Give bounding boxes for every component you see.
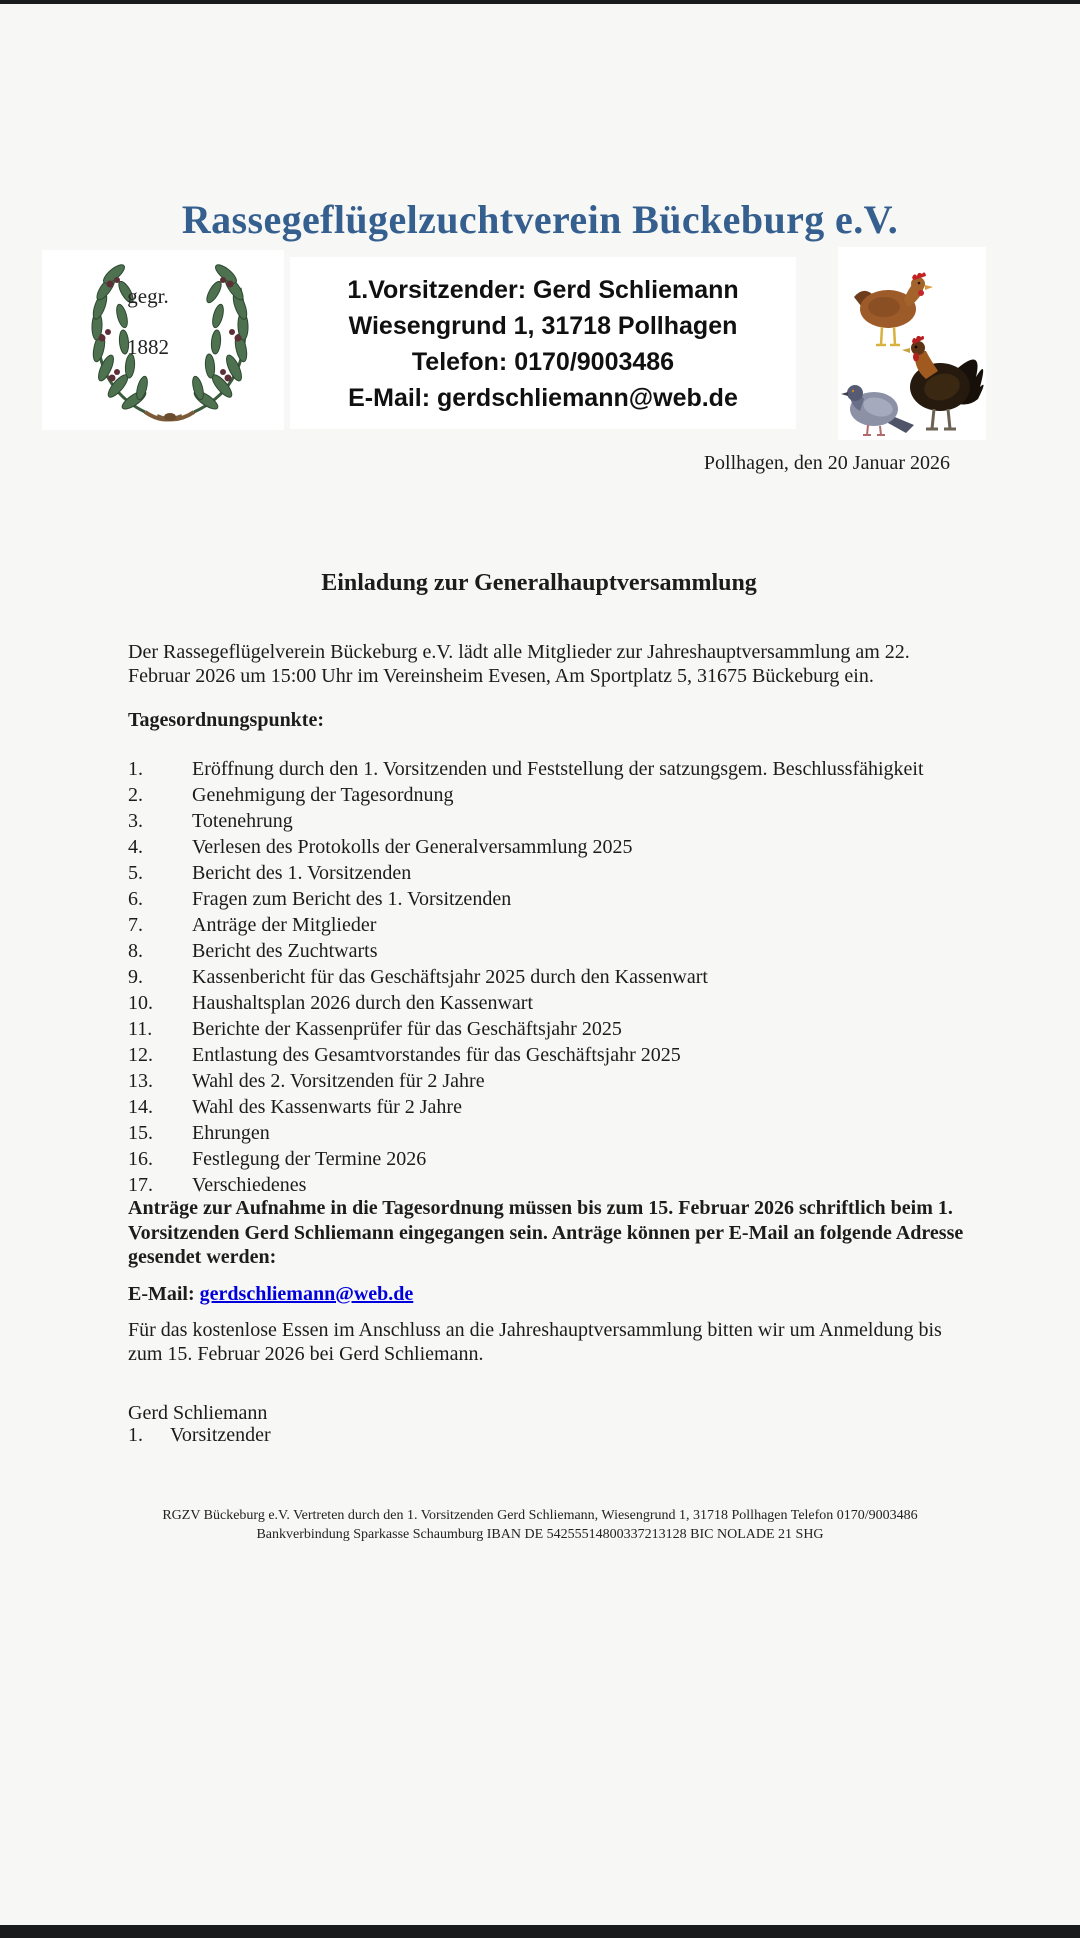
contact-phone: Telefon: 0170/9003486 [411,348,675,376]
agenda-item-text: Anträge der Mitglieder [192,914,377,936]
agenda-item-text: Entlastung des Gesamtvorstandes für das Geschäftsjahr 2025 [192,1044,681,1066]
agenda-item-text: Bericht des Zuchtwarts [192,940,378,962]
agenda-item [128,912,1048,938]
agenda-item-number: 5. [128,862,143,884]
agenda-item-text: Wahl des Kassenwarts für 2 Jahre [192,1096,462,1118]
club-title: Rassegeflügelzuchtverein Bückeburg e.V. [181,197,899,242]
signature-role-title: Vorsitzender [170,1424,271,1446]
agenda-item-number: 12. [128,1044,153,1066]
agenda-item-number: 4. [128,836,143,858]
email-label: E-Mail: [128,1283,200,1305]
agenda-item [128,860,1048,886]
agenda-item-number: 3. [128,810,143,832]
agenda-item [128,1094,1048,1120]
agenda-item-text: Fragen zum Bericht des 1. Vorsitzenden [192,888,512,910]
agenda-item-number: 1. [128,758,143,780]
agenda-item-number: 9. [128,966,143,988]
poultry-photo [838,247,986,440]
agenda-item [128,1068,1048,1094]
contact-block [290,257,796,429]
agenda-item [128,834,1048,860]
contact-email: E-Mail: gerdschliemann@web.de [348,384,738,412]
agenda-item-text: Haushaltsplan 2026 durch den Kassenwart [192,992,534,1014]
agenda-item-number: 10. [128,992,153,1014]
agenda-item [128,1172,1048,1198]
founding-logo-box [42,250,284,430]
agenda-item [128,782,1048,808]
agenda-list [128,756,1048,1198]
agenda-item-number: 16. [128,1148,153,1170]
dateline: Pollhagen, den 20 Januar 2026 [703,452,950,474]
signature-name: Gerd Schliemann [128,1402,268,1424]
founding-text [42,284,254,360]
motions-note: Anträge zur Aufnahme in die Tagesordnung müssen bis zum 15. Februar 2026 schriftlich beim 1. Vorsitzenden Gerd Schliemann eingegangen sein. Anträge können per E-Mail an folgende Adresse gesendet werden: [128,1197,964,1268]
agenda-item [128,808,1048,834]
agenda-item-text: Totenehrung [192,810,293,832]
bottom-edge-bar [0,1925,1080,1938]
agenda-item-text: Genehmigung der Tagesordnung [192,784,454,806]
agenda-item [128,964,1048,990]
agenda-item-number: 6. [128,888,143,910]
agenda-item-text: Ehrungen [192,1122,270,1144]
agenda-item-number: 14. [128,1096,153,1118]
top-edge-bar [0,0,1080,4]
email-link[interactable]: gerdschliemann@web.de [199,1283,414,1305]
agenda-item-number: 17. [128,1174,153,1196]
agenda-title: Tagesordnungspunkte: [128,709,325,731]
email-line [128,1283,413,1306]
footer-line-1: RGZV Bückeburg e.V. Vertreten durch den 1. Vorsitzenden Gerd Schliemann, Wiesengrund 1, 31718 Pollhagen Telefon 0170/9003486 [162,1508,918,1523]
agenda-item-number: 2. [128,784,143,806]
signature-role [128,1424,271,1447]
letter-heading: Einladung zur Generalhauptversammlung [321,570,757,596]
agenda-item-text: Verschiedenes [192,1174,307,1196]
founded-label: gegr. [127,284,169,308]
agenda-item-number: 11. [128,1018,153,1040]
poultry-image-icon [838,247,986,440]
agenda-item-text: Eröffnung durch den 1. Vorsitzenden und Feststellung der satzungsgem. Beschlussfähigkeit [192,758,924,780]
agenda-item [128,886,1048,912]
founded-year: 1882 [127,335,169,359]
meal-note: Für das kostenlose Essen im Anschluss an die Jahreshauptversammlung bitten wir um Anmeldung bis zum 15. Februar 2026 bei Gerd Schliemann. [128,1319,942,1365]
agenda-item-text: Verlesen des Protokolls der Generalversammlung 2025 [192,836,633,858]
signature-role-number: 1. [128,1424,143,1446]
contact-address: Wiesengrund 1, 31718 Pollhagen [348,312,738,340]
agenda-item-text: Kassenbericht für das Geschäftsjahr 2025 durch den Kassenwart [192,966,708,988]
agenda-item [128,1146,1048,1172]
agenda-item-text: Festlegung der Termine 2026 [192,1148,427,1170]
agenda-item [128,756,1048,782]
agenda-item-text: Wahl des 2. Vorsitzenden für 2 Jahre [192,1070,485,1092]
agenda-item-text: Bericht des 1. Vorsitzenden [192,862,412,884]
agenda-item-number: 15. [128,1122,153,1144]
agenda-item-text: Berichte der Kassenprüfer für das Geschäftsjahr 2025 [192,1018,622,1040]
footer-line-2: Bankverbindung Sparkasse Schaumburg IBAN DE 54255514800337213128 BIC NOLADE 21 SHG [256,1527,824,1542]
agenda-item-number: 13. [128,1070,153,1092]
agenda-item [128,990,1048,1016]
agenda-item-number: 8. [128,940,143,962]
agenda-item [128,938,1048,964]
contact-chairman: 1.Vorsitzender: Gerd Schliemann [347,276,739,304]
footer [0,1506,1080,1544]
intro-paragraph: Der Rassegeflügelverein Bückeburg e.V. lädt alle Mitglieder zur Jahreshauptversammlung am 22. Februar 2026 um 15:00 Uhr im Vereinsheim Evesen, Am Sportplatz 5, 31675 Bückeburg ein. [128,641,910,687]
agenda-item [128,1120,1048,1146]
agenda-item [128,1042,1048,1068]
agenda-item-number: 7. [128,914,143,936]
agenda-item [128,1016,1048,1042]
